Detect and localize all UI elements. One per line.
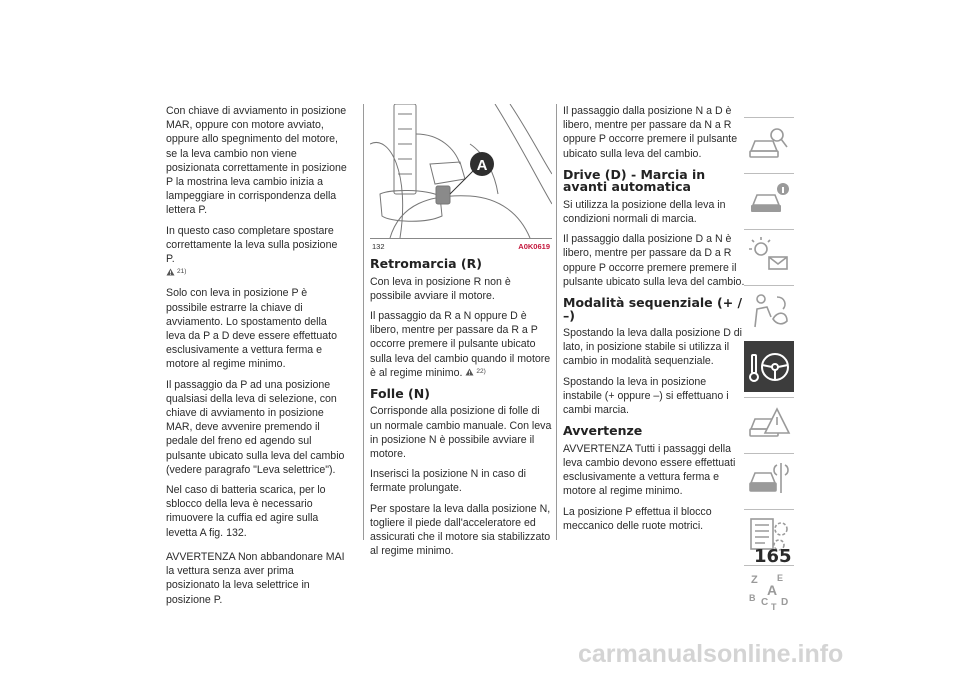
- index-letter: Z: [751, 574, 758, 586]
- car-warning-triangle-icon: [747, 403, 791, 443]
- warning-reference[interactable]: [465, 367, 485, 377]
- sidebar-tab-index[interactable]: [744, 565, 794, 616]
- section-heading: Avvertenze: [563, 423, 643, 439]
- alphabetical-index-icon: [747, 571, 791, 611]
- paragraph: Si utilizza la posizione della leva in condizioni normali di marcia.: [563, 198, 726, 226]
- paragraph: [370, 309, 552, 380]
- car-info-icon: [747, 179, 791, 219]
- warning-triangle-icon: [465, 368, 474, 376]
- paragraph: Solo con leva in posizione P è possibile estrarre la chiave di avviamento. Lo spostamento della leva da P a D deve essere effettuato esclusivamente a vettura ferma e motore al regime minimo.: [166, 287, 337, 371]
- index-letter: B: [749, 593, 756, 603]
- text-column-3: [563, 104, 745, 539]
- watermark: carmanualsonline.info: [578, 640, 844, 668]
- section-heading: Modalità sequenziale (+ / –): [563, 295, 743, 323]
- paragraph: Il passaggio da P ad una posizione qualsiasi della leva di selezione, con chiave di avviamento in posizione MAR, deve avvenire premendo il pedale del freno ed agendo sul pulsante ubicato sulla leva del cambio (vedere paragrafo "Leva selettrice").: [166, 378, 345, 476]
- key-steering-wheel-icon: [747, 347, 791, 387]
- section-heading: Retromarcia (R): [370, 256, 482, 271]
- paragraph: [166, 224, 348, 281]
- paragraph: Con chiave di avviamento in posizione MAR, oppure con motore avviato, oppure allo spegnimento del motore, se la leva cambio non viene posizionata correttamente in posizione P la mostrina leva cambio inizia a lampeggiare in corrispondenza della lettera P.: [166, 105, 347, 217]
- sidebar-tab-emergency[interactable]: [744, 397, 794, 448]
- paragraph-text: In questo caso completare spostare correttamente la leva sulla posizione P.: [166, 224, 338, 266]
- section-heading: Drive (D) - Marcia in avanti automatica: [563, 166, 706, 195]
- index-letter: A: [767, 582, 778, 598]
- text-column-2: [370, 258, 552, 564]
- car-search-icon: [747, 123, 791, 163]
- sidebar-tab-safety[interactable]: [744, 285, 794, 336]
- gear-lever-illustration: [370, 104, 552, 238]
- reference-number: 21): [177, 268, 187, 276]
- sidebar-tab-warning-lights[interactable]: [744, 229, 794, 280]
- figure-caption: [370, 238, 552, 253]
- sidebar-tab-maintenance[interactable]: [744, 453, 794, 504]
- paragraph: Il passaggio dalla posizione D a N è libero, mentre per passare da D a R oppure P occorre premere premere il pulsante ubicato sulla leva del cambio.: [563, 233, 745, 288]
- text-column-1: [166, 104, 348, 613]
- paragraph-text: Il passaggio da R a N oppure D è libero, mentre per passare da R a P occorre premere il pulsante ubicato sulla leva del cambio quando il motore è al regime minimo.: [370, 309, 551, 379]
- figure-code: A0K0619: [518, 242, 550, 251]
- sidebar-tab-car-search[interactable]: [744, 117, 794, 168]
- paragraph: Inserisci la posizione N in caso di fermate prolungate.: [370, 468, 527, 495]
- sidebar-tab-car-info[interactable]: [744, 173, 794, 224]
- car-service-tools-icon: [747, 459, 791, 499]
- index-letter: C: [761, 597, 769, 608]
- page-number: 165: [754, 546, 792, 567]
- warning-reference[interactable]: [166, 267, 186, 277]
- column-divider: [556, 104, 557, 540]
- paragraph: La posizione P effettua il blocco meccanico delle ruote motrici.: [563, 505, 712, 532]
- paragraph: Con leva in posizione R non è possibile avviare il motore.: [370, 275, 511, 302]
- reference-number: 22): [476, 367, 486, 375]
- index-letter: D: [781, 597, 789, 608]
- index-letter: T: [771, 602, 777, 611]
- column-divider: [363, 104, 364, 540]
- paragraph: Per spostare la leva dalla posizione N, togliere il piede dall'acceleratore ed assicurati che il motore sia stabilizzato al regime minimo.: [370, 502, 551, 558]
- index-letter: E: [777, 573, 784, 583]
- figure-label: A: [476, 157, 488, 174]
- paragraph: Spostando la leva in posizione instabile (+ oppure –) si effettuano i cambi marcia.: [563, 375, 729, 417]
- figure-number: 132: [372, 242, 385, 251]
- paragraph: Il passaggio dalla posizione N a D è libero, mentre per passare da N a R oppure P occorre premere il pulsante ubicato sulla leva del cambio.: [563, 105, 738, 160]
- safety-person-icon: [747, 291, 791, 331]
- paragraph: Spostando la leva dalla posizione D di lato, in posizione stabile si utilizza il cambio in modalità sequenziale.: [563, 327, 743, 368]
- section-heading: Folle (N): [370, 385, 430, 401]
- paragraph: Nel caso di batteria scarica, per lo sblocco della leva è necessario rimuovere la cuffia ed agire sulla levetta A fig. 132.: [166, 484, 326, 539]
- paragraph: AVVERTENZA Non abbandonare MAI la vettura senza aver prima posizionato la leva selettrice in posizione P.: [166, 550, 345, 606]
- paragraph: Corrisponde alla posizione di folle di un normale cambio manuale. Con leva in posizione N è possibile avviare il motore.: [370, 405, 552, 461]
- gear-lever-figure: [370, 104, 552, 250]
- warning-triangle-icon: [166, 268, 175, 276]
- sidebar-tab-starting-driving[interactable]: [744, 341, 794, 392]
- paragraph: AVVERTENZA Tutti i passaggi della leva cambio devono essere effettuati esclusivamente a vettura ferma e motore al regime minimo.: [563, 442, 736, 498]
- warning-lights-message-icon: [747, 235, 791, 275]
